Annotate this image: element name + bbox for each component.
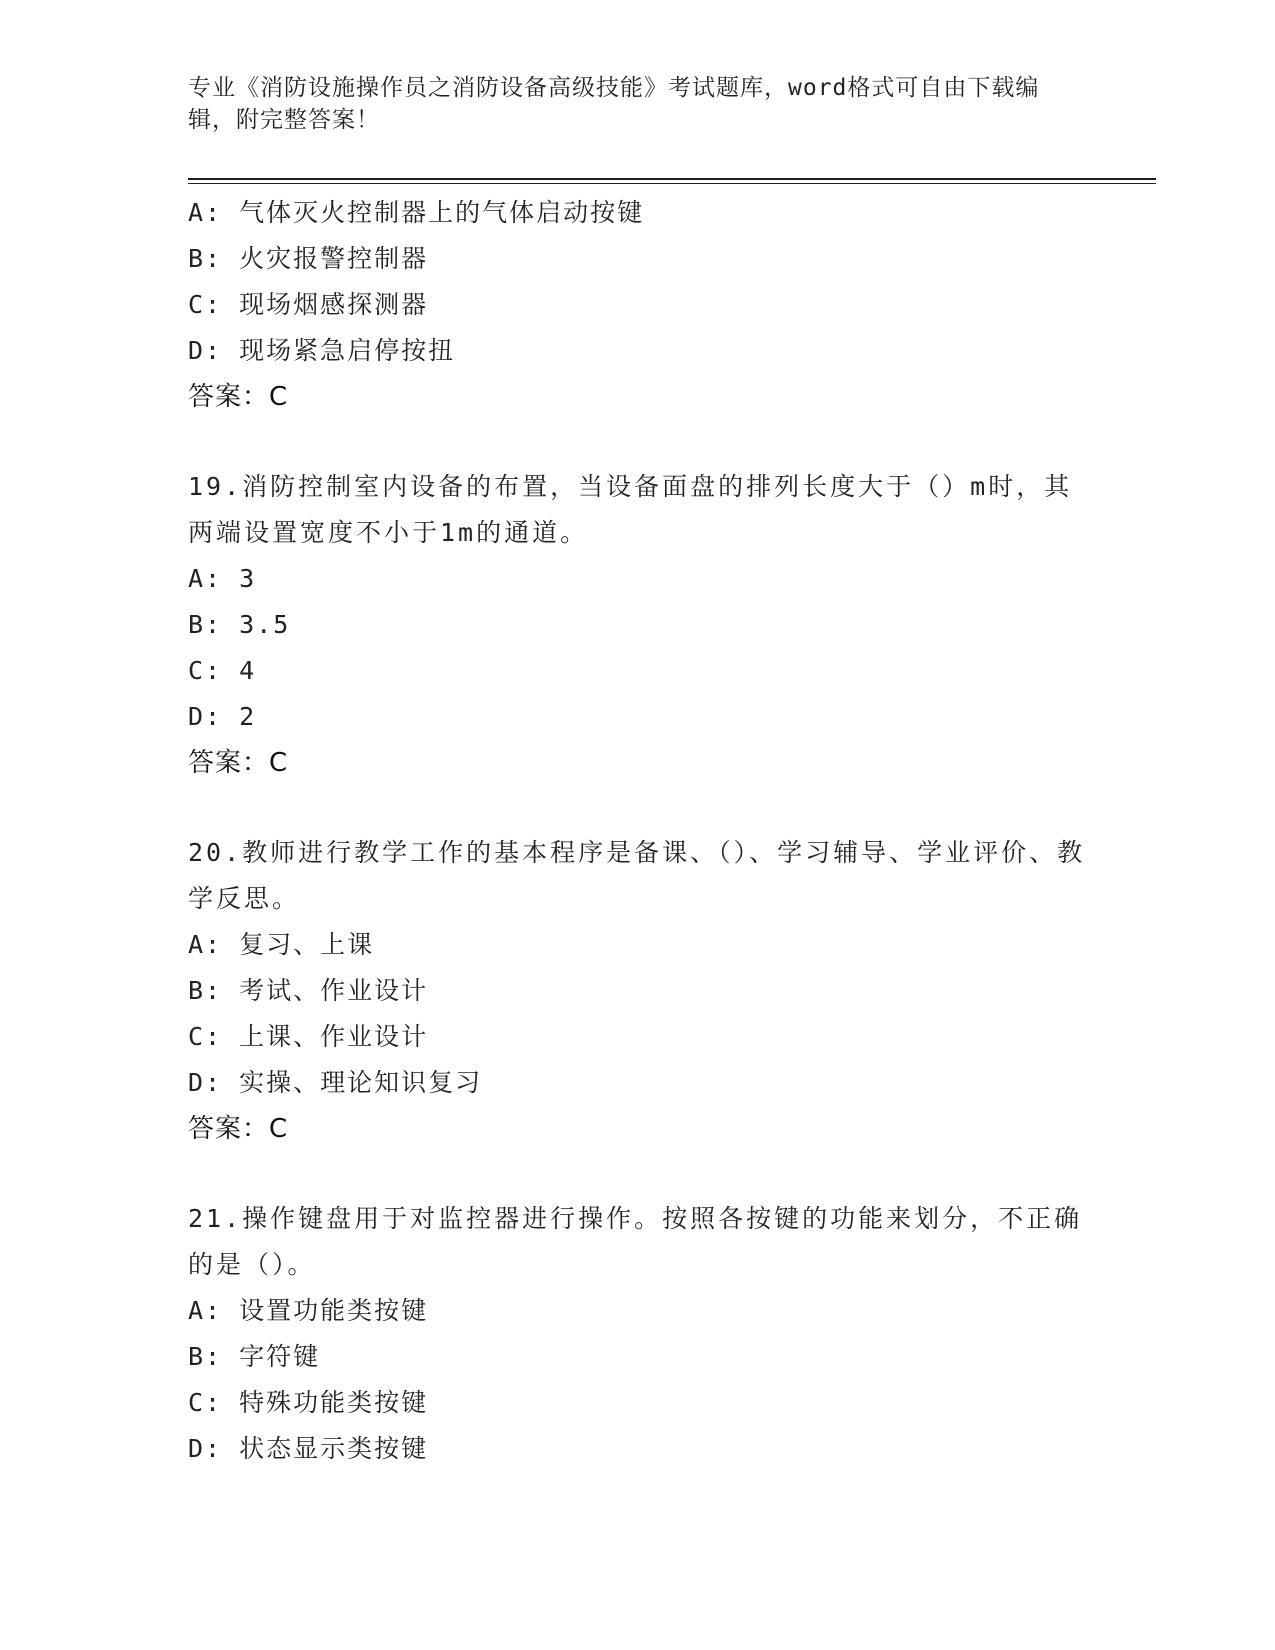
option-a: A: 气体灭火控制器上的气体启动按键 (188, 198, 645, 227)
option-b: B: 3.5 (188, 610, 291, 639)
question-text: 20.教师进行教学工作的基本程序是备课、（）、学习辅导、学业评价、教学反思。 (188, 838, 1086, 913)
option-b: B: 火灾报警控制器 (188, 244, 429, 273)
answer-line: 答案：C (188, 748, 289, 778)
option-d: D: 实操、理论知识复习 (188, 1068, 483, 1097)
question-block-18 (188, 190, 1088, 420)
option-c: C: 上课、作业设计 (188, 1022, 429, 1051)
option-b: B: 字符键 (188, 1342, 321, 1371)
option-b: B: 考试、作业设计 (188, 976, 429, 1005)
header-rule-thick (188, 178, 1156, 180)
option-a: A: 复习、上课 (188, 930, 375, 959)
question-content (188, 190, 1088, 1516)
header-rule-thin (188, 183, 1156, 184)
option-d: D: 现场紧急启停按扭 (188, 336, 456, 365)
option-a: A: 设置功能类按键 (188, 1296, 429, 1325)
option-d: D: 状态显示类按键 (188, 1434, 429, 1463)
answer-line: 答案：C (188, 1114, 289, 1144)
question-text: 19.消防控制室内设备的布置，当设备面盘的排列长度大于（）m时，其两端设置宽度不小于1m的通道。 (188, 472, 1073, 547)
option-c: C: 特殊功能类按键 (188, 1388, 429, 1417)
option-c: C: 现场烟感探测器 (188, 290, 429, 319)
document-header: 专业《消防设施操作员之消防设备高级技能》考试题库，word格式可自由下载编辑，附完整答案！ (188, 75, 1040, 133)
option-d: D: 2 (188, 702, 257, 731)
question-block-19 (188, 464, 1088, 786)
question-block-21 (188, 1196, 1088, 1472)
question-text: 21.操作键盘用于对监控器进行操作。按照各按键的功能来划分，不正确的是（）。 (188, 1204, 1083, 1279)
option-c: C: 4 (188, 656, 257, 685)
answer-line: 答案：C (188, 382, 289, 412)
question-block-20 (188, 830, 1088, 1152)
option-a: A: 3 (188, 564, 257, 593)
